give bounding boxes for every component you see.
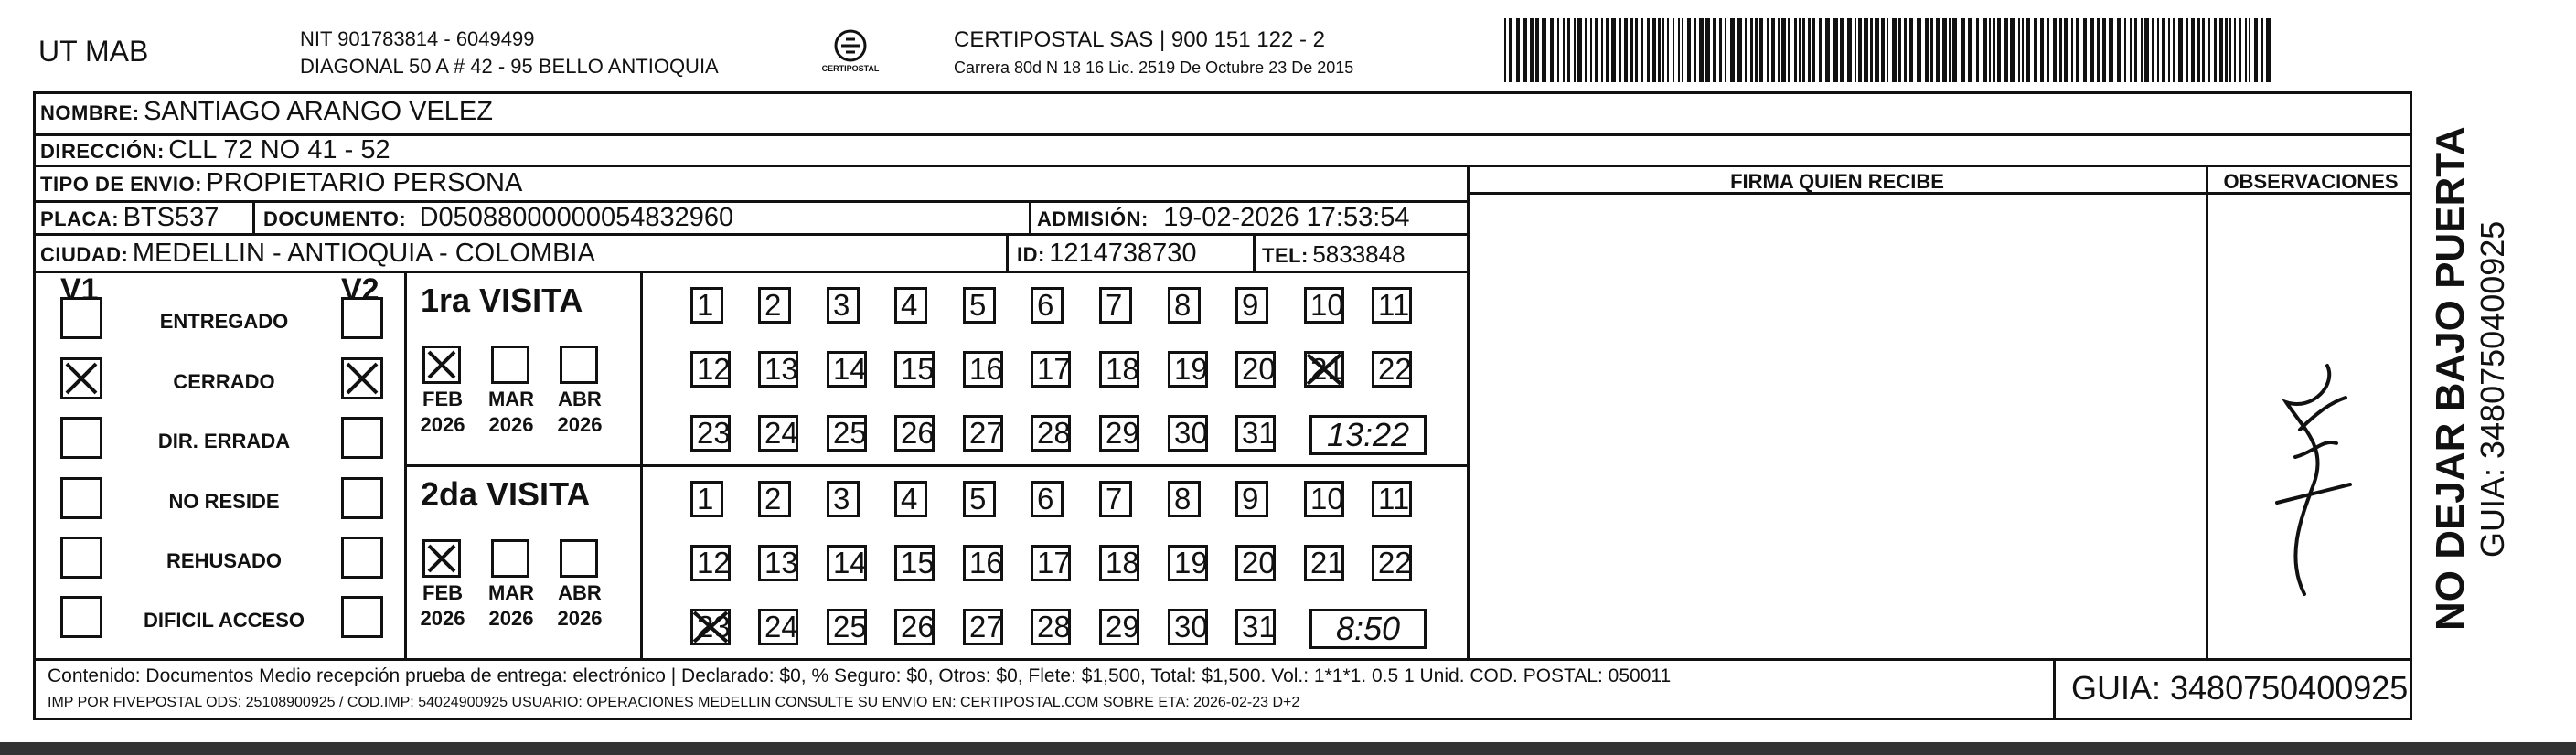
- day-box[interactable]: 12: [690, 545, 731, 581]
- day-box[interactable]: 3: [827, 481, 860, 517]
- day-box[interactable]: 6: [1031, 287, 1064, 324]
- day-box[interactable]: 16: [963, 351, 1003, 388]
- day-box[interactable]: 18: [1099, 351, 1139, 388]
- id-value: 1214738730: [1049, 239, 1197, 268]
- admision-label: ADMISIÓN:: [1037, 207, 1149, 230]
- tel-label: TEL:: [1262, 244, 1309, 267]
- x-mark: [344, 360, 380, 397]
- v2-checkbox[interactable]: [341, 417, 383, 459]
- visit-title: 2da VISITA: [421, 475, 591, 513]
- day-box[interactable]: 9: [1235, 287, 1268, 324]
- day-box[interactable]: 28: [1031, 415, 1071, 452]
- status-label: NO RESIDE: [168, 490, 280, 513]
- logo-text: CERTIPOSTAL: [821, 64, 880, 73]
- v1-checkbox[interactable]: [60, 297, 102, 339]
- status-label: REHUSADO: [166, 549, 282, 572]
- v1-checkbox[interactable]: [60, 417, 102, 459]
- day-box[interactable]: 17: [1031, 545, 1071, 581]
- placa-label: PLACA:: [40, 207, 120, 230]
- day-box[interactable]: 1: [690, 287, 723, 324]
- month-label: ABR: [558, 581, 602, 604]
- v2-checkbox[interactable]: [341, 596, 383, 638]
- carrier-name: CERTIPOSTAL SAS | 900 151 122 - 2: [954, 27, 1325, 52]
- month-label: ABR: [558, 388, 602, 410]
- month-checkbox[interactable]: [491, 346, 529, 384]
- day-box[interactable]: 13: [758, 351, 798, 388]
- tipo-row: [40, 168, 522, 198]
- year-label: 2026: [557, 607, 603, 630]
- admision-row: [1037, 203, 1410, 233]
- documento-label: DOCUMENTO:: [263, 207, 407, 230]
- day-box[interactable]: 28: [1031, 609, 1071, 645]
- day-box[interactable]: 27: [963, 415, 1003, 452]
- day-box[interactable]: 22: [1372, 351, 1412, 388]
- month-checkbox[interactable]: [422, 539, 461, 578]
- day-box[interactable]: 4: [894, 287, 927, 324]
- day-box[interactable]: 18: [1099, 545, 1139, 581]
- year-label: 2026: [557, 413, 603, 436]
- documento-value: D05088000000054832960: [419, 203, 734, 232]
- day-box[interactable]: 24: [758, 609, 798, 645]
- placa-value: BTS537: [123, 203, 219, 232]
- barcode: [1504, 18, 2277, 82]
- bottom-edge: [0, 742, 2576, 755]
- status-label: ENTREGADO: [159, 310, 289, 333]
- month-checkbox[interactable]: [422, 346, 461, 384]
- day-box[interactable]: 19: [1168, 351, 1208, 388]
- ciudad-label: CIUDAD:: [40, 243, 129, 266]
- day-box[interactable]: 7: [1099, 481, 1132, 517]
- month-checkbox[interactable]: [491, 539, 529, 578]
- v2-checkbox[interactable]: [341, 297, 383, 339]
- day-box[interactable]: 8: [1168, 287, 1201, 324]
- day-box[interactable]: 25: [827, 609, 867, 645]
- nombre-value: SANTIAGO ARANGO VELEZ: [144, 97, 493, 126]
- day-box[interactable]: 31: [1235, 415, 1276, 452]
- day-box[interactable]: 10: [1304, 287, 1344, 324]
- side-guia: GUIA: 3480750400925: [2474, 220, 2511, 558]
- day-box[interactable]: 9: [1235, 481, 1268, 517]
- admision-value: 19-02-2026 17:53:54: [1163, 203, 1410, 232]
- id-label: ID:: [1017, 243, 1045, 266]
- day-box[interactable]: 2: [758, 481, 791, 517]
- x-mark: [1304, 351, 1344, 388]
- day-box[interactable]: 23: [690, 415, 731, 452]
- v1-checkbox[interactable]: [60, 357, 102, 399]
- day-box[interactable]: 20: [1235, 351, 1276, 388]
- x-mark: [690, 609, 731, 645]
- side-warning: NO DEJAR BAJO PUERTA: [2428, 126, 2473, 631]
- day-box[interactable]: 14: [827, 351, 867, 388]
- day-box[interactable]: 26: [894, 609, 935, 645]
- id-row: [1017, 239, 1197, 269]
- footer-imp: IMP POR FIVEPOSTAL ODS: 25108900925 / COD.IMP: 54024900925 USUARIO: OPERACIONES MEDELLIN CONSULTE SU ENVIO EN: CERTIPOSTAL.COM SOBRE ETA: 2026-02-23 D+2: [48, 695, 1300, 710]
- status-label: CERRADO: [173, 370, 275, 393]
- day-box[interactable]: 21: [1304, 545, 1344, 581]
- v1-header: V1: [60, 272, 99, 307]
- v2-header: V2: [341, 272, 379, 307]
- direccion-row: [40, 135, 390, 165]
- month-checkbox[interactable]: [560, 539, 598, 578]
- v2-checkbox[interactable]: [341, 357, 383, 399]
- documento-row: [263, 203, 733, 233]
- tipo-value: PROPIETARIO PERSONA: [206, 168, 523, 197]
- day-box[interactable]: 5: [963, 481, 996, 517]
- v1-checkbox[interactable]: [60, 537, 102, 579]
- nombre-label: NOMBRE:: [40, 101, 140, 124]
- day-box[interactable]: 1: [690, 481, 723, 517]
- day-box[interactable]: 20: [1235, 545, 1276, 581]
- day-box[interactable]: 16: [963, 545, 1003, 581]
- day-box[interactable]: 7: [1099, 287, 1132, 324]
- month-checkbox[interactable]: [560, 346, 598, 384]
- ciudad-row: [40, 239, 595, 269]
- v1-checkbox[interactable]: [60, 477, 102, 519]
- handwritten-signature: [2250, 347, 2378, 603]
- carrier-license: Carrera 80d N 18 16 Lic. 2519 De Octubre 23 De 2015: [954, 58, 1354, 77]
- company-address: DIAGONAL 50 A # 42 - 95 BELLO ANTIOQUIA: [300, 55, 719, 78]
- placa-row: [40, 203, 219, 233]
- x-mark: [425, 348, 458, 381]
- day-box[interactable]: 11: [1372, 287, 1412, 324]
- v2-checkbox[interactable]: [341, 537, 383, 579]
- month-label: MAR: [487, 581, 535, 604]
- day-box[interactable]: 19: [1168, 545, 1208, 581]
- direccion-label: DIRECCIÓN:: [40, 140, 165, 163]
- v2-checkbox[interactable]: [341, 477, 383, 519]
- day-box[interactable]: 25: [827, 415, 867, 452]
- firma-header: FIRMA QUIEN RECIBE: [1730, 170, 1944, 193]
- day-box[interactable]: 5: [963, 287, 996, 324]
- ciudad-value: MEDELLIN - ANTIOQUIA - COLOMBIA: [132, 239, 595, 268]
- year-label: 2026: [488, 413, 534, 436]
- visit-title: 1ra VISITA: [421, 282, 583, 319]
- day-box[interactable]: 30: [1168, 609, 1208, 645]
- day-box[interactable]: 2: [758, 287, 791, 324]
- nombre-row: [40, 97, 493, 127]
- month-label: FEB: [422, 388, 463, 410]
- direccion-value: CLL 72 NO 41 - 52: [168, 135, 390, 165]
- day-box[interactable]: 12: [690, 351, 731, 388]
- x-mark: [425, 542, 458, 575]
- day-box[interactable]: 8: [1168, 481, 1201, 517]
- month-label: FEB: [422, 581, 463, 604]
- day-box[interactable]: 6: [1031, 481, 1064, 517]
- day-box[interactable]: 27: [963, 609, 1003, 645]
- day-box[interactable]: 17: [1031, 351, 1071, 388]
- visit-time: 13:22: [1309, 415, 1427, 455]
- day-box[interactable]: 15: [894, 351, 935, 388]
- day-box[interactable]: 21: [1304, 351, 1344, 388]
- year-label: 2026: [420, 413, 465, 436]
- certipostal-logo: [809, 27, 892, 82]
- day-box[interactable]: 26: [894, 415, 935, 452]
- v1-checkbox[interactable]: [60, 596, 102, 638]
- tel-row: [1262, 240, 1406, 269]
- day-box[interactable]: 24: [758, 415, 798, 452]
- day-box[interactable]: 22: [1372, 545, 1412, 581]
- company-nit: NIT 901783814 - 6049499: [300, 27, 535, 50]
- day-box[interactable]: 3: [827, 287, 860, 324]
- x-mark: [63, 360, 100, 397]
- day-box[interactable]: 14: [827, 545, 867, 581]
- day-box[interactable]: 30: [1168, 415, 1208, 452]
- visit-time: 8:50: [1309, 609, 1427, 649]
- month-label: MAR: [487, 388, 535, 410]
- day-box[interactable]: 31: [1235, 609, 1276, 645]
- status-label: DIR. ERRADA: [157, 430, 291, 452]
- footer-guia: GUIA: 3480750400925: [2071, 669, 2409, 707]
- company-name: UT MAB: [38, 35, 149, 68]
- day-box[interactable]: 29: [1099, 415, 1139, 452]
- tel-value: 5833848: [1312, 240, 1406, 268]
- day-box[interactable]: 29: [1099, 609, 1139, 645]
- day-box[interactable]: 13: [758, 545, 798, 581]
- observaciones-header: OBSERVACIONES: [2223, 170, 2399, 193]
- day-box[interactable]: 23: [690, 609, 731, 645]
- day-box[interactable]: 10: [1304, 481, 1344, 517]
- year-label: 2026: [420, 607, 465, 630]
- day-box[interactable]: 15: [894, 545, 935, 581]
- day-box[interactable]: 11: [1372, 481, 1412, 517]
- tipo-label: TIPO DE ENVIO:: [40, 173, 202, 196]
- day-box[interactable]: 4: [894, 481, 927, 517]
- status-label: DIFICIL ACCESO: [143, 609, 305, 632]
- year-label: 2026: [488, 607, 534, 630]
- footer-content: Contenido: Documentos Medio recepción prueba de entrega: electrónico | Declarado: $0, % Seguro: $0, Otros: $0, Flete: $1,500, Total: $1,500. Vol.: 1*1*1. 0.5 1 Unid. COD. POSTAL: 050011: [48, 665, 1672, 686]
